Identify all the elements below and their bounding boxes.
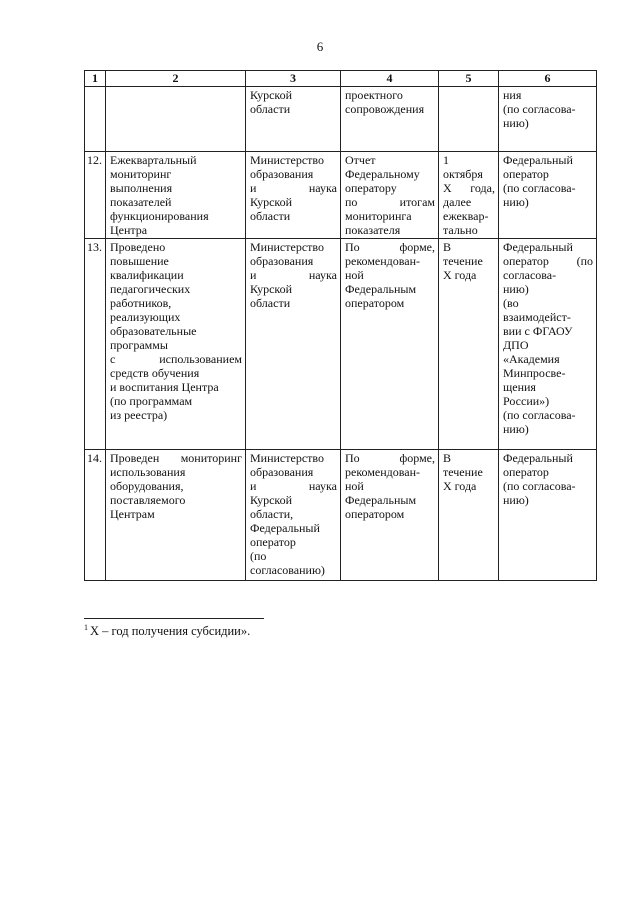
cell-text-line: (по согласова-	[503, 408, 576, 422]
cell-text-line: течение	[443, 465, 483, 479]
column-header: 2	[106, 71, 246, 87]
cell-text-line: функционирования	[110, 209, 209, 223]
table-cell-col5	[439, 450, 499, 581]
cell-text-line: проектного	[345, 88, 403, 102]
table-cell-col5	[439, 87, 499, 152]
cell-text-line: согласованию)	[250, 563, 325, 577]
cell-text-line: ной	[345, 268, 364, 282]
table-cell-col6	[499, 87, 597, 152]
cell-text-line: Федеральному	[345, 167, 420, 181]
cell-text-line: Федеральным	[345, 493, 417, 507]
cell-text-line: показателей	[110, 195, 172, 209]
cell-text-line: течение	[443, 254, 483, 268]
cell-text-line: нию)	[503, 282, 529, 296]
cell-text-line: мониторинг	[110, 167, 172, 181]
cell-text-line: оператором	[345, 507, 405, 521]
row-number: 14.	[85, 450, 106, 581]
table-cell-col2	[106, 152, 246, 239]
table-row	[85, 450, 597, 581]
cell-text-line: оператору	[345, 181, 397, 195]
cell-text-line: октября	[443, 167, 483, 181]
cell-text-line: (по	[250, 549, 267, 563]
cell-text-line: по итогам	[345, 195, 435, 209]
cell-text-line: использования	[110, 465, 186, 479]
table-row	[85, 239, 597, 450]
cell-text-line: нию)	[503, 195, 529, 209]
column-header: 5	[439, 71, 499, 87]
measures-table	[84, 70, 597, 581]
cell-text-line: X года,	[443, 181, 495, 195]
cell-text-line: оператор	[503, 167, 549, 181]
table-cell-col4	[341, 87, 439, 152]
cell-text-line: и наука	[250, 268, 337, 282]
cell-text-line: взаимодейст-	[503, 310, 571, 324]
cell-text-line: выполнения	[110, 181, 173, 195]
cell-text-line: (во	[503, 296, 519, 310]
cell-text-line: области	[250, 296, 291, 310]
cell-text-line: 1	[443, 153, 449, 167]
cell-text-line: квалификации	[110, 268, 184, 282]
table-cell-col3	[246, 239, 341, 450]
cell-text-line: Федеральный	[503, 240, 573, 254]
cell-text-line: оператором	[345, 296, 405, 310]
table-cell-col4	[341, 239, 439, 450]
column-header: 4	[341, 71, 439, 87]
cell-text-line: работников,	[110, 296, 172, 310]
cell-text-line: Федеральный	[503, 153, 573, 167]
page-number: 6	[316, 39, 324, 54]
cell-text-line: сопровождения	[345, 102, 425, 116]
cell-text-line: вии с ФГАОУ	[503, 324, 573, 338]
cell-text-line: В	[443, 240, 452, 254]
cell-text-line: ния	[503, 88, 522, 102]
cell-text-line: Курской	[250, 493, 293, 507]
table-cell-col2	[106, 87, 246, 152]
cell-text-line: X года	[443, 479, 477, 493]
cell-text-line: согласова-	[503, 268, 557, 282]
cell-text-line: повышение	[110, 254, 169, 268]
cell-text-line: и воспитания Центра	[110, 380, 219, 394]
table-cell-col3	[246, 450, 341, 581]
table-cell-col5	[439, 152, 499, 239]
cell-text-line: поставляемого	[110, 493, 186, 507]
table-cell-col3	[246, 87, 341, 152]
cell-text-line: образования	[250, 167, 314, 181]
cell-text-line: По форме,	[345, 240, 435, 254]
cell-text-line: нию)	[503, 493, 529, 507]
cell-text-line: образовательные	[110, 324, 197, 338]
row-number: 13.	[85, 239, 106, 450]
cell-text-line: с использованием	[110, 352, 242, 366]
cell-text-line: оператор (по	[503, 254, 593, 268]
column-header: 1	[85, 71, 106, 87]
cell-text-line: ной	[345, 479, 364, 493]
table-cell-col6	[499, 450, 597, 581]
cell-text-line: и наука	[250, 181, 337, 195]
cell-text-line: Центра	[110, 223, 148, 237]
cell-text-line: ежеквар-	[443, 209, 489, 223]
cell-text-line: далее	[443, 195, 472, 209]
cell-text-line: из реестра)	[110, 408, 168, 422]
table-cell-col4	[341, 450, 439, 581]
cell-text-line: Курской	[250, 88, 293, 102]
table-cell-col2	[106, 239, 246, 450]
cell-text-line: Минпросве-	[503, 366, 566, 380]
cell-text-line: Проведено	[110, 240, 166, 254]
cell-text-line: нию)	[503, 116, 529, 130]
cell-text-line: области	[250, 102, 291, 116]
cell-text-line: (по согласова-	[503, 181, 576, 195]
table-cell-col6	[499, 152, 597, 239]
cell-text-line: Отчет	[345, 153, 376, 167]
cell-text-line: тально	[443, 223, 478, 237]
cell-text-line: оператор	[250, 535, 296, 549]
footnote-divider	[84, 618, 264, 619]
cell-text-line: (по программам	[110, 394, 193, 408]
cell-text-line: показателя	[345, 223, 401, 237]
table-header-row	[85, 71, 597, 87]
cell-text-line: Ежеквартальный	[110, 153, 197, 167]
cell-text-line: рекомендован-	[345, 465, 421, 479]
table-cell-col4	[341, 152, 439, 239]
cell-text-line: Министерство	[250, 153, 324, 167]
table-cell-col5	[439, 239, 499, 450]
cell-text-line: образования	[250, 465, 314, 479]
table-row	[85, 152, 597, 239]
table-cell-col2	[106, 450, 246, 581]
cell-text-line: Министерство	[250, 240, 324, 254]
cell-text-line: Федеральный	[503, 451, 573, 465]
cell-text-line: «Академия	[503, 352, 560, 366]
column-header: 6	[499, 71, 597, 87]
cell-text-line: оператор	[503, 465, 549, 479]
cell-text-line: и наука	[250, 479, 337, 493]
row-number: 12.	[85, 152, 106, 239]
cell-text-line: Центрам	[110, 507, 155, 521]
cell-text-line: Министерство	[250, 451, 324, 465]
cell-text-line: X года	[443, 268, 477, 282]
cell-text-line: Курской	[250, 282, 293, 296]
cell-text-line: области	[250, 209, 291, 223]
table-cell-col6	[499, 239, 597, 450]
cell-text-line: оборудования,	[110, 479, 184, 493]
row-number	[85, 87, 106, 152]
cell-text-line: нию)	[503, 422, 529, 436]
cell-text-line: (по согласова-	[503, 479, 576, 493]
table-row	[85, 87, 597, 152]
cell-text-line: щения	[503, 380, 536, 394]
cell-text-line: Федеральный	[250, 521, 320, 535]
cell-text-line: средств обучения	[110, 366, 200, 380]
cell-text-line: Проведен мониторинг	[110, 451, 242, 465]
cell-text-line: образования	[250, 254, 314, 268]
cell-text-line: реализующих	[110, 310, 181, 324]
cell-text-line: В	[443, 451, 452, 465]
cell-text-line: (по согласова-	[503, 102, 576, 116]
footnote	[84, 623, 250, 639]
footnote-text: X – год получения субсидии».	[90, 624, 251, 638]
cell-text-line: рекомендован-	[345, 254, 421, 268]
column-header: 3	[246, 71, 341, 87]
cell-text-line: области,	[250, 507, 294, 521]
cell-text-line: России»)	[503, 394, 550, 408]
footnote-marker: 1	[84, 623, 88, 632]
cell-text-line: По форме,	[345, 451, 435, 465]
cell-text-line: Курской	[250, 195, 293, 209]
table-cell-col3	[246, 152, 341, 239]
cell-text-line: Федеральным	[345, 282, 417, 296]
cell-text-line: ДПО	[503, 338, 529, 352]
cell-text-line: мониторинга	[345, 209, 412, 223]
cell-text-line: педагогических	[110, 282, 191, 296]
cell-text-line: программы	[110, 338, 168, 352]
